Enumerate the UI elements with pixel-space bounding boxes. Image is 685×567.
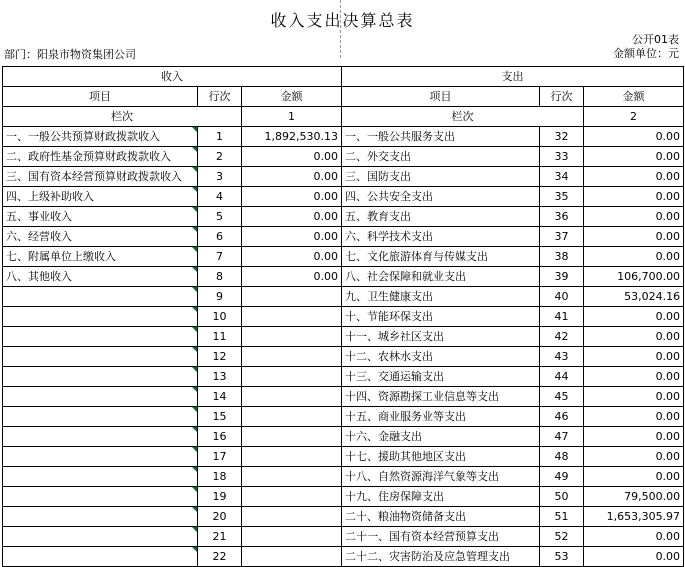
income-row-number-cell: 22 <box>198 547 242 567</box>
table-row <box>3 407 684 427</box>
income-row-number-cell: 16 <box>198 427 242 447</box>
income-rowno-header: 行次 <box>198 87 242 107</box>
income-row-number-cell: 2 <box>198 147 242 167</box>
income-row-number-cell: 8 <box>198 267 242 287</box>
expense-row-number-cell: 32 <box>540 127 584 147</box>
expense-column-label: 栏次 <box>342 107 584 127</box>
income-item-cell <box>3 387 198 407</box>
income-item-cell: 四、上级补助收入 <box>3 187 198 207</box>
table-row <box>3 267 684 287</box>
income-row-number-cell: 19 <box>198 487 242 507</box>
income-item-cell <box>3 287 198 307</box>
expense-amount-cell: 1,653,305.97 <box>584 507 684 527</box>
income-row-number-cell: 3 <box>198 167 242 187</box>
expense-item-cell: 十五、商业服务业等支出 <box>342 407 540 427</box>
expense-item-cell: 十、节能环保支出 <box>342 307 540 327</box>
income-amount-cell: 0.00 <box>242 147 342 167</box>
table-row <box>3 247 684 267</box>
table-row <box>3 387 684 407</box>
expense-amount-cell: 0.00 <box>584 467 684 487</box>
table-row <box>3 207 684 227</box>
income-amount-cell <box>242 467 342 487</box>
table-row <box>3 527 684 547</box>
income-row-number-cell: 4 <box>198 187 242 207</box>
income-item-cell <box>3 527 198 547</box>
expense-amount-header: 金额 <box>584 87 684 107</box>
expense-row-number-cell: 53 <box>540 547 584 567</box>
income-row-number-cell: 14 <box>198 387 242 407</box>
expense-item-cell: 六、科学技术支出 <box>342 227 540 247</box>
expense-row-number-cell: 47 <box>540 427 584 447</box>
income-row-number-cell: 1 <box>198 127 242 147</box>
page-title: 收入支出决算总表 <box>270 11 415 30</box>
income-row-number-cell: 18 <box>198 467 242 487</box>
table-row <box>3 507 684 527</box>
expense-row-number-cell: 42 <box>540 327 584 347</box>
income-column-label: 栏次 <box>3 107 242 127</box>
income-item-cell <box>3 307 198 327</box>
income-item-cell: 八、其他收入 <box>3 267 198 287</box>
expense-column-number: 2 <box>584 107 684 127</box>
expense-item-cell: 二十一、国有资本经营预算支出 <box>342 527 540 547</box>
expense-row-number-cell: 40 <box>540 287 584 307</box>
income-amount-cell <box>242 307 342 327</box>
table-row <box>3 447 684 467</box>
income-row-number-cell: 5 <box>198 207 242 227</box>
expense-amount-cell: 0.00 <box>584 167 684 187</box>
expense-item-cell: 十七、援助其他地区支出 <box>342 447 540 467</box>
income-item-cell: 二、政府性基金预算财政拨款收入 <box>3 147 198 167</box>
table-body <box>3 127 684 567</box>
group-header-row <box>3 67 684 87</box>
expense-amount-cell: 0.00 <box>584 407 684 427</box>
expense-item-cell: 十二、农林水支出 <box>342 347 540 367</box>
expense-row-number-cell: 51 <box>540 507 584 527</box>
table-row <box>3 127 684 147</box>
expense-row-number-cell: 46 <box>540 407 584 427</box>
expense-row-number-cell: 52 <box>540 527 584 547</box>
header-divider <box>340 0 341 58</box>
income-amount-cell <box>242 547 342 567</box>
expense-item-cell: 十八、自然资源海洋气象等支出 <box>342 467 540 487</box>
income-item-cell <box>3 467 198 487</box>
expense-amount-cell: 0.00 <box>584 447 684 467</box>
income-item-cell <box>3 367 198 387</box>
income-item-cell: 五、事业收入 <box>3 207 198 227</box>
income-amount-cell: 1,892,530.13 <box>242 127 342 147</box>
expense-amount-cell: 106,700.00 <box>584 267 684 287</box>
income-item-cell <box>3 327 198 347</box>
expense-row-number-cell: 44 <box>540 367 584 387</box>
income-amount-cell <box>242 447 342 467</box>
expense-row-number-cell: 35 <box>540 187 584 207</box>
table-row <box>3 287 684 307</box>
income-amount-cell <box>242 427 342 447</box>
income-item-cell <box>3 507 198 527</box>
income-item-cell <box>3 407 198 427</box>
department-text <box>4 47 136 62</box>
income-amount-cell: 0.00 <box>242 227 342 247</box>
expense-item-cell: 三、国防支出 <box>342 167 540 187</box>
table-row <box>3 187 684 207</box>
income-amount-cell <box>242 387 342 407</box>
income-amount-cell <box>242 407 342 427</box>
expense-item-cell: 八、社会保障和就业支出 <box>342 267 540 287</box>
department-label: 部门： <box>4 48 37 61</box>
expense-row-number-cell: 37 <box>540 227 584 247</box>
table-row <box>3 367 684 387</box>
expense-amount-cell: 53,024.16 <box>584 287 684 307</box>
income-row-number-cell: 12 <box>198 347 242 367</box>
income-row-number-cell: 10 <box>198 307 242 327</box>
expense-item-cell: 九、卫生健康支出 <box>342 287 540 307</box>
income-amount-cell <box>242 327 342 347</box>
table-row <box>3 487 684 507</box>
income-group-header: 收入 <box>3 67 342 87</box>
income-row-number-cell: 11 <box>198 327 242 347</box>
income-item-cell <box>3 547 198 567</box>
table-row <box>3 227 684 247</box>
expense-amount-cell: 0.00 <box>584 187 684 207</box>
department-row <box>0 47 685 62</box>
expense-item-cell: 四、公共安全支出 <box>342 187 540 207</box>
income-item-cell <box>3 447 198 467</box>
table-row <box>3 467 684 487</box>
income-amount-cell <box>242 507 342 527</box>
income-item-cell <box>3 427 198 447</box>
table-row <box>3 347 684 367</box>
income-row-number-cell: 6 <box>198 227 242 247</box>
expense-amount-cell: 0.00 <box>584 387 684 407</box>
income-amount-cell <box>242 347 342 367</box>
expense-item-cell: 十九、住房保障支出 <box>342 487 540 507</box>
expense-item-cell: 五、教育支出 <box>342 207 540 227</box>
expense-item-cell: 二、外交支出 <box>342 147 540 167</box>
income-amount-cell: 0.00 <box>242 247 342 267</box>
income-amount-cell: 0.00 <box>242 167 342 187</box>
expense-item-cell: 十一、城乡社区支出 <box>342 327 540 347</box>
expense-group-header: 支出 <box>342 67 684 87</box>
expense-amount-cell: 0.00 <box>584 547 684 567</box>
expense-item-cell: 十三、交通运输支出 <box>342 367 540 387</box>
expense-row-number-cell: 48 <box>540 447 584 467</box>
expense-row-number-cell: 36 <box>540 207 584 227</box>
form-code-row <box>0 33 685 47</box>
income-item-cell: 七、附属单位上缴收入 <box>3 247 198 267</box>
expense-item-cell: 十四、资源勘探工业信息等支出 <box>342 387 540 407</box>
expense-item-cell: 二十二、灾害防治及应急管理支出 <box>342 547 540 567</box>
income-row-number-cell: 21 <box>198 527 242 547</box>
expense-item-cell: 二十、粮油物资储备支出 <box>342 507 540 527</box>
expense-amount-cell: 0.00 <box>584 127 684 147</box>
expense-row-number-cell: 41 <box>540 307 584 327</box>
expense-rowno-header: 行次 <box>540 87 584 107</box>
expense-amount-cell: 0.00 <box>584 327 684 347</box>
income-row-number-cell: 20 <box>198 507 242 527</box>
income-row-number-cell: 13 <box>198 367 242 387</box>
income-column-number: 1 <box>242 107 342 127</box>
expense-item-cell: 七、文化旅游体育与传媒支出 <box>342 247 540 267</box>
table-row <box>3 427 684 447</box>
expense-amount-cell: 0.00 <box>584 427 684 447</box>
table-row <box>3 327 684 347</box>
expense-amount-cell: 0.00 <box>584 207 684 227</box>
expense-row-number-cell: 38 <box>540 247 584 267</box>
budget-table <box>2 66 684 567</box>
expense-amount-cell: 0.00 <box>584 347 684 367</box>
income-row-number-cell: 7 <box>198 247 242 267</box>
income-row-number-cell: 15 <box>198 407 242 427</box>
form-code: 公开01表 <box>632 33 679 46</box>
income-amount-cell <box>242 287 342 307</box>
table-row <box>3 307 684 327</box>
expense-row-number-cell: 45 <box>540 387 584 407</box>
income-item-cell: 一、一般公共预算财政拨款收入 <box>3 127 198 147</box>
expense-row-number-cell: 50 <box>540 487 584 507</box>
expense-amount-cell: 0.00 <box>584 247 684 267</box>
expense-amount-cell: 0.00 <box>584 307 684 327</box>
income-amount-header: 金额 <box>242 87 342 107</box>
expense-amount-cell: 0.00 <box>584 147 684 167</box>
expense-row-number-cell: 39 <box>540 267 584 287</box>
income-row-number-cell: 9 <box>198 287 242 307</box>
expense-amount-cell: 79,500.00 <box>584 487 684 507</box>
table-row <box>3 167 684 187</box>
income-item-cell <box>3 487 198 507</box>
expense-row-number-cell: 43 <box>540 347 584 367</box>
sub-header-row <box>3 107 684 127</box>
income-amount-cell <box>242 527 342 547</box>
income-amount-cell <box>242 367 342 387</box>
column-header-row <box>3 87 684 107</box>
income-row-number-cell: 17 <box>198 447 242 467</box>
department-name: 阳泉市物资集团公司 <box>37 48 136 61</box>
expense-row-number-cell: 49 <box>540 467 584 487</box>
income-amount-cell: 0.00 <box>242 207 342 227</box>
income-item-header: 项目 <box>3 87 198 107</box>
expense-item-header: 项目 <box>342 87 540 107</box>
income-item-cell: 三、国有资本经营预算财政拨款收入 <box>3 167 198 187</box>
expense-amount-cell: 0.00 <box>584 367 684 387</box>
income-amount-cell: 0.00 <box>242 187 342 207</box>
income-amount-cell <box>242 487 342 507</box>
expense-row-number-cell: 34 <box>540 167 584 187</box>
expense-amount-cell: 0.00 <box>584 527 684 547</box>
expense-row-number-cell: 33 <box>540 147 584 167</box>
income-item-cell: 六、经营收入 <box>3 227 198 247</box>
income-item-cell <box>3 347 198 367</box>
expense-item-cell: 一、一般公共服务支出 <box>342 127 540 147</box>
income-amount-cell: 0.00 <box>242 267 342 287</box>
expense-amount-cell: 0.00 <box>584 227 684 247</box>
unit-note: 金额单位：元 <box>613 47 679 60</box>
table-row <box>3 547 684 567</box>
expense-item-cell: 十六、金融支出 <box>342 427 540 447</box>
table-row <box>3 147 684 167</box>
